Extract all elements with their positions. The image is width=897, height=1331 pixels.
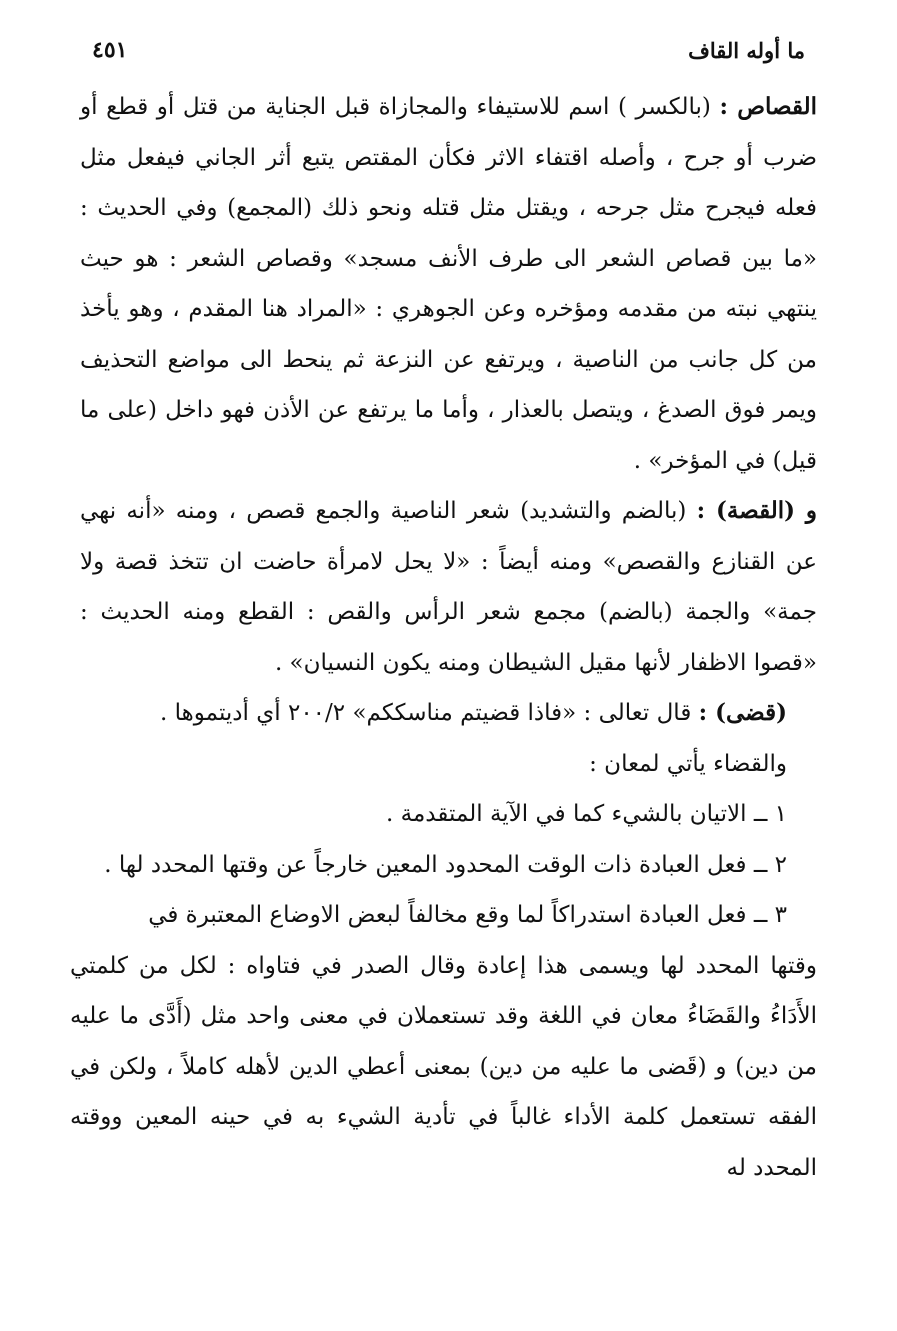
meaning-item-2: ٢ ــ فعل العبادة ذات الوقت المحدود المعين خارجاً عن وقتها المحدد لها . — [104, 851, 787, 878]
meaning-item-3: ٣ ــ فعل العبادة استدراكاً لما وقع مخالفاً لبعض الاوضاع المعتبرة في — [148, 902, 787, 928]
entry-qussa — [80, 486, 817, 688]
entry-qada — [80, 688, 817, 739]
running-title: ما أوله القاف — [688, 37, 805, 63]
entry-term: (قضى) : — [698, 699, 787, 726]
page-number: ٤٥١ — [92, 37, 128, 63]
meaning-item-3-continued: وقتها المحدد لها ويسمى هذا إعادة وقال الصدر في فتاواه : لكل من كلمتي الأَدَاءُ والقَضَاءُ معان في اللغة وقد تستعملان في معنى واحد مثل (أَدَّى ما عليه من دين) و (قَضى ما عليه من دين) بمعنى أعطي الدين لأهله كاملاً ، ولكن في الفقه تستعمل كلمة الأداء غالباً في تأدية الشيء به في حينه المعين ووقته المحدد له — [70, 952, 817, 1181]
entry-term: القصاص : — [719, 93, 818, 120]
meaning-item-1: ١ ــ الاتيان بالشيء كما في الآية المتقدمة . — [386, 801, 787, 827]
entry-text: (بالضم والتشديد) شعر الناصية والجمع قصص ، ومنه «أنه نهي عن القنازع والقصص» ومنه أيضاً : «لا يحل لامرأة حاضت ان تتخذ قصة ولا جمة» والجمة (بالضم) مجمع شعر الرأس والقص : القطع ومنه الحديث : «قصوا الاظفار لأنها مقيل الشيطان ومنه يكون النسيان» . — [80, 498, 817, 676]
meanings-intro: والقضاء يأتي لمعان : — [589, 750, 787, 777]
entry-term: و (القصة) : — [696, 497, 818, 524]
entry-text: (بالكسر ) اسم للاستيفاء والمجازاة قبل الجناية من قتل أو قطع أو ضرب أو جرح ، وأصله اقتفاء الاثر فكأن المقتص يتبع أثر الجاني فيفعل مثل فعله فيجرح مثل جرحه ، ويقتل مثل قتله ونحو ذلك (المجمع) وفي الحديث : «ما بين قصاص الشعر الى طرف الأنف مسجد» وقصاص الشعر : هو حيث ينتهي نبته من مقدمه ومؤخره وعن الجوهري : «المراد هنا المقدم ، وهو يأخذ من كل جانب من الناصية ، ويرتفع عن النزعة ثم ينحط الى مواضع التحذيف ويمر فوق الصدغ ، ويتصل بالعذار ، وأما ما يرتفع عن الأذن فهو داخل (على ما قيل) في المؤخر» . — [80, 94, 817, 474]
page-header — [92, 30, 805, 70]
page-body — [70, 82, 818, 1193]
entry-text: قال تعالى : «فاذا قضيتم مناسككم» ٢٠٠/٢ أي أديتموها . — [160, 700, 699, 726]
entry-qisas — [80, 82, 817, 486]
